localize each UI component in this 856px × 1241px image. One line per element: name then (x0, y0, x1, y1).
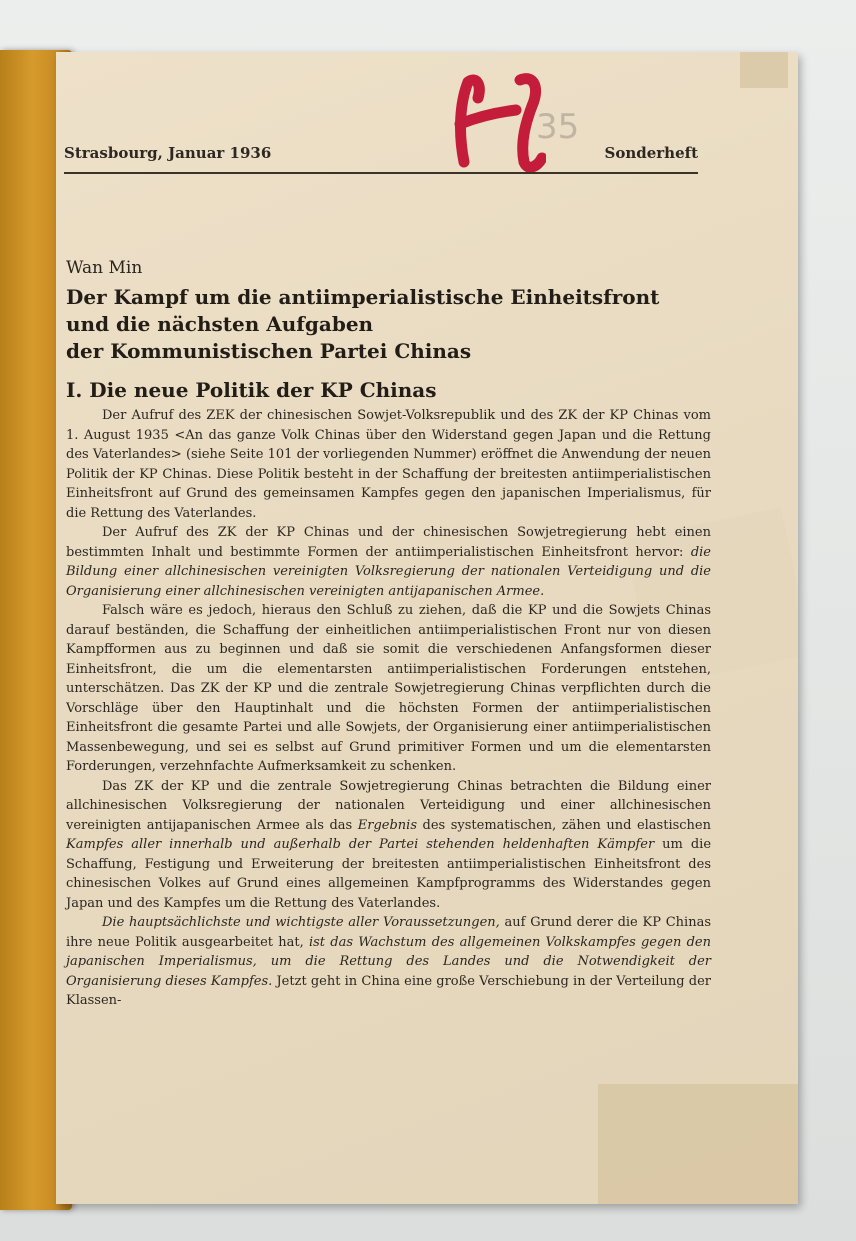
pencil-mark: 35 (536, 107, 580, 147)
place-date: Strasbourg, Januar 1936 (64, 144, 272, 162)
paragraph: Falsch wäre es jedoch, hieraus den Schluß zu ziehen, daß die KP und die Sowjets Chinas darauf beständen, die Schaffung der einheitlichen antiimperialistischen Front nur von diesen Kampfformen aus zu beginnen und daß sie somit die verschiedenen Anfangsformen dieser Einheitsfront, die um die elementarsten antiimperialistischen Forderungen entstehen, unterschätzen. Das ZK der KP und die zentrale Sowjetregierung Chinas verpflichten durch die Vorschläge über den Hauptinhalt und die höchsten Formen der antiimperialistischen Einheitsfront die gesamte Partei und alle Sowjets, der Organisierung einer antiimperialistischen Massenbewegung, und sei es selbst auf Grund primitiver Formen und um die elementarsten Forderungen, verzehnfachte Aufmerksamkeit zu schenken. (66, 603, 711, 774)
tape-strip-top (740, 52, 788, 88)
section-heading: I. Die neue Politik der KP Chinas (66, 378, 437, 402)
paragraph: Die hauptsächlichste und wichtigste aller Voraussetzungen, auf Grund derer die KP Chinas ihre neue Politik ausgearbeitet hat, ist das Wachstum des allgemeinen Volkskampfes gegen den japanischen Imperialismus, um die Rettung des Landes und die Notwendigkeit der Organisierung dieses Kampfes. Jetzt geht in China eine große Verschiebung in der Verteilung der Klassen- (66, 915, 712, 1008)
paragraph: Der Aufruf des ZK der KP Chinas und der chinesischen Sowjetregierung hebt einen bestimmten Inhalt und bestimmte Formen der antiimperialistischen Einheitsfront hervor: die Bildung einer allchinesischen vereinigten Volksregierung der nationalen Verteidigung und die Organisierung einer allchinesischen vereinigten antijapanischen Armee. (66, 525, 711, 599)
title-line: und die nächsten Aufgaben (66, 312, 374, 336)
tape-strip-bottom (598, 1084, 798, 1204)
document-page (56, 52, 798, 1204)
paragraph: Der Aufruf des ZEK der chinesischen Sowjet-Volksrepublik und des ZK der KP Chinas vom 1. August 1935 <An das ganze Volk Chinas über den Widerstand gegen Japan und die Rettung des Vaterlandes> (siehe Seite 101 der vorliegenden Nummer) eröffnet die Anwendung der neuen Politik der KP Chinas. Diese Politik besteht in der Schaffung der breitesten antiimperialistischen Einheitsfront auf Grund des gemeinsamen Kampfes gegen den japanischen Imperialismus, für die Rettung des Vaterlandes. (66, 408, 711, 521)
article-title (66, 284, 746, 365)
article-body (66, 406, 711, 1011)
masthead (64, 138, 698, 174)
title-line: Der Kampf um die antiimperialistische Einheitsfront (66, 285, 660, 309)
paragraph: Das ZK der KP und die zentrale Sowjetregierung Chinas betrachten die Bildung einer allchinesischen Volksregierung der nationalen Verteidigung und einer allchinesischen vereinigten antijapanischen Armee als das Ergebnis des systematischen, zähen und elastischen Kampfes aller innerhalb und außerhalb der Partei stehenden heldenhaften Kämpfer um die Schaffung, Festigung und Erweiterung der breitesten antiimperialistischen Einheitsfront des chinesischen Volkes auf Grund eines allgemeinen Kampfprogramms des Widerstandes gegen Japan und des Kampfes um die Rettung des Vaterlandes. (66, 778, 712, 911)
author-name: Wan Min (66, 258, 143, 278)
title-line: der Kommunistischen Partei Chinas (66, 339, 472, 363)
issue-label: Sonderheft (604, 144, 698, 162)
